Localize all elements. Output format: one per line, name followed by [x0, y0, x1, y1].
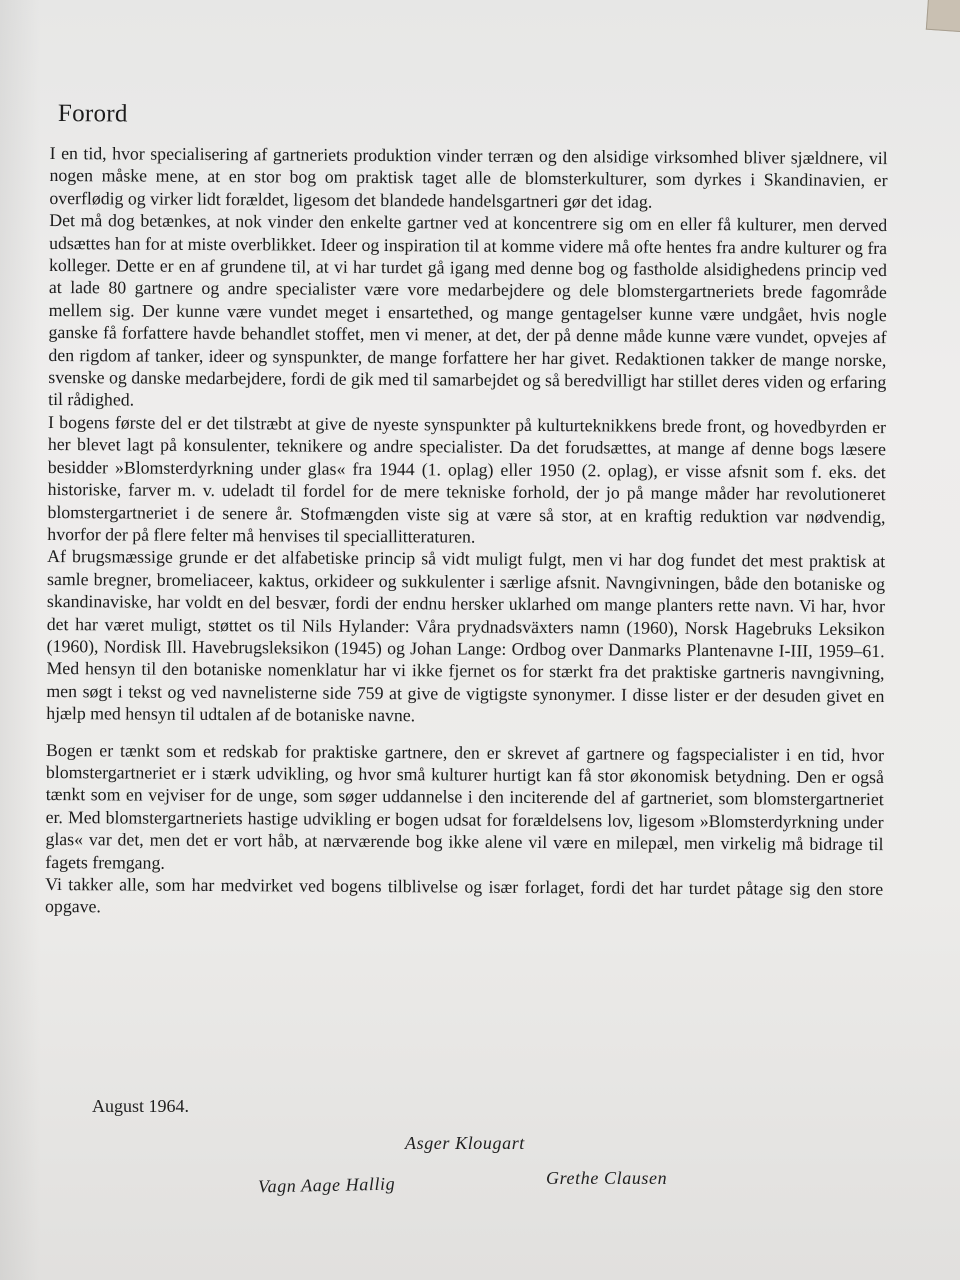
- foreword-body: [45, 100, 888, 923]
- paragraph-4: Af brugsmæssige grunde er det alfabetiske princip så vidt muligt fulgt, men vi har dog fundet det mest praktisk at samle bregner, bromeliaceer, kaktus, orkideer og sukkulenter i særlige afsnit. Navngivningen, både den botaniske og skandinaviske, har voldt en del besvær, fordi der endnu hersker uklarhed om mange planters rette navn. Vi har, hvor det har været muligt, støttet os til Nils Hylander: Våra prydnadsväxters namn (1960), Norsk Hagebruks Leksikon (1960), Nordisk Ill. Havebrugsleksikon (1945) og Johan Lange: Ordbog over Danmarks Plantenavne I-III, 1959–61. Med hensyn til den botaniske nomenklatur har vi ikke fjernet os for stærkt fra det praktiske gartneris navngivning, men søgt i tekst og ved navnelisterne side 759 at give de vigtigste synonymer. I disse lister er der desuden givet en hjælp med hensyn til udtalen af de botaniske navne.: [46, 546, 886, 726]
- paragraph-2: Det må dog betænkes, at nok vinder den enkelte gartner ved at koncentrere sig om en eller få kulturer, men derved udsættes han for at miste overblikket. Ideer og inspiration til at komme videre må ofte hentes fra andre kulturer og fra kolleger. Dette er en af grundene til, at vi har turdet gå igang med denne bog og fastholde alsidighedens princip ved at lade 80 gartnere og andre specialister være vore medarbejdere og dele blomstergartneriets brede fagområde mellem sig. Der kunne være vundet meget i ensartethed, og mange gentagelser kunne være undgået, hvis nogle ganske få forfattere havde behandlet stoffet, men vi mener, at det, der på denne måde kunne være vundet, opvejes af den rigdom af tanker, ideer og synspunkter, de mange forfattere her har givet. Redaktionen takker de mange norske, svenske og danske medarbejdere, fordi de gik med til samarbejdet og så beredvilligt har stillet deres viden og erfaring til rådighed.: [48, 210, 888, 410]
- signature-2: Vagn Aage Hallig: [257, 1173, 396, 1197]
- date-line: August 1964.: [92, 1096, 190, 1116]
- page-title: Forord: [57, 100, 128, 128]
- signature-3: Grethe Clausen: [546, 1168, 668, 1188]
- page-shadow: [0, 0, 40, 1280]
- paragraph-6: Vi takker alle, som har medvirket ved bogens tilblivelse og især forlaget, fordi det har turdet påtage sig den store opgave.: [45, 873, 884, 917]
- signature-1: Asger Klougart: [405, 1133, 525, 1153]
- page-corner-tab: [926, 0, 960, 32]
- paragraph-5: Bogen er tænkt som et redskab for praktiske gartnere, den er skrevet af gartnere og fagspecialister i en tid, hvor blomstergartneriet er i stærk udvikling, og hvor små kulturer hurtigt kan få stor økonomisk betydning. Den er også tænkt som en vejviser for de unge, som søger uddannelse i den inciterende del af gartneriet, som blomstergartneriet er. Med blomstergartneriets hastige udvikling er bogen udsat for forældelsens lov, ligesom »Blomsterdyrkning under glas« var det, men det er vort håb, at nærværende bog ikke alene vil være en milepæl, men virkelig må bidrage til fagets fremgang.: [45, 739, 885, 873]
- paragraph-1: I en tid, hvor specialisering af gartneriets produktion vinder terræn og den alsidige virksomhed bliver sjældnere, vil nogen måske mene, at en stor bog om praktisk taget alle de blomsterkulturer, som dyrkes i Skandinavien, er overflødig og virker lidt forældet, ligesom det blandede handelsgartneri gør det idag.: [49, 142, 888, 212]
- paragraph-3: I bogens første del er det tilstræbt at give de nyeste synspunkter på kulturteknikkens brede front, og hovedbyrden er her blevet lagt på konsulenter, teknikere og andre specialister. Da det forudsættes, at mange af denne bogs læsere besidder »Blomsterdyrkning under glas« fra 1944 (1. oplag) eller 1950 (2. oplag), er visse afsnit som f. eks. det historiske, farver m. v. udeladt til fordel for de mere tekniske forhold, der jo på mange måder har revolutioneret blomstergartneriet i de senere år. Stofmængden viste sig at være så stor, at en kraftig reduktion var nødvendig, hvorfor der på flere felter må henvises til speciallitteraturen.: [47, 411, 887, 547]
